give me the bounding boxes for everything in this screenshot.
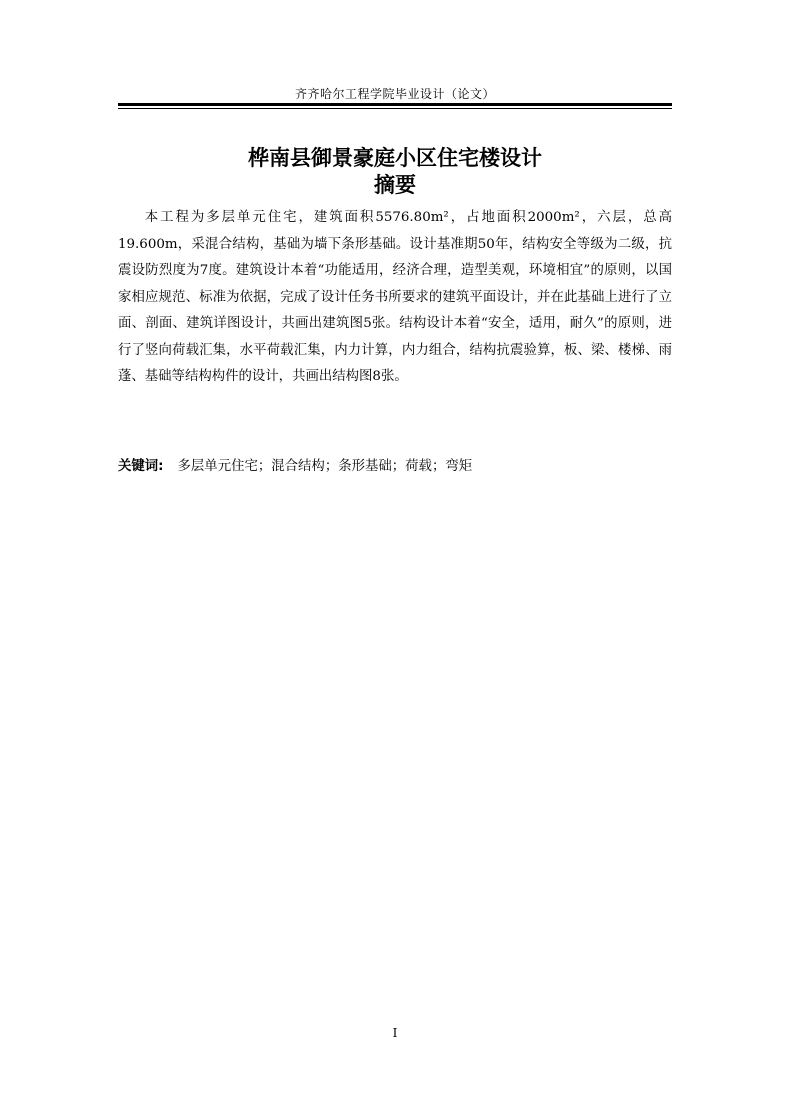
keywords-line: [118, 456, 672, 478]
abstract-paragraph: 本工程为多层单元住宅，建筑面积5576.80m²，占地面积2000m²，六层，总高19.600m，采混合结构，基础为墙下条形基础。设计基准期50年，结构安全等级为二级，抗震设防烈度为7度。建筑设计本着“功能适用，经济合理，造型美观，环境相宜”的原则，以国家相应规范、标准为依据，完成了设计任务书所要求的建筑平面设计，并在此基础上进行了立面、剖面、建筑详图设计，共画出建筑图5张。结构设计本着“安全，适用，耐久”的原则，进行了竖向荷载汇集，水平荷载汇集，内力计算，内力组合，结构抗震验算，板、梁、楼梯、雨蓬、基础等结构构件的设计，共画出结构图8张。: [118, 210, 672, 384]
abstract-heading: 摘要: [374, 173, 416, 197]
thesis-title: 桦南县御景豪庭小区住宅楼设计: [248, 146, 542, 170]
page-number: I: [392, 1026, 398, 1040]
header-rule-thin: [118, 108, 672, 109]
keywords-value: 多层单元住宅；混合结构；条形基础；荷载；弯矩: [177, 459, 473, 474]
header-rule-thick: [118, 103, 672, 106]
keywords-label: 关键词:: [118, 459, 164, 474]
running-header: 齐齐哈尔工程学院毕业设计（论文）: [294, 87, 495, 101]
